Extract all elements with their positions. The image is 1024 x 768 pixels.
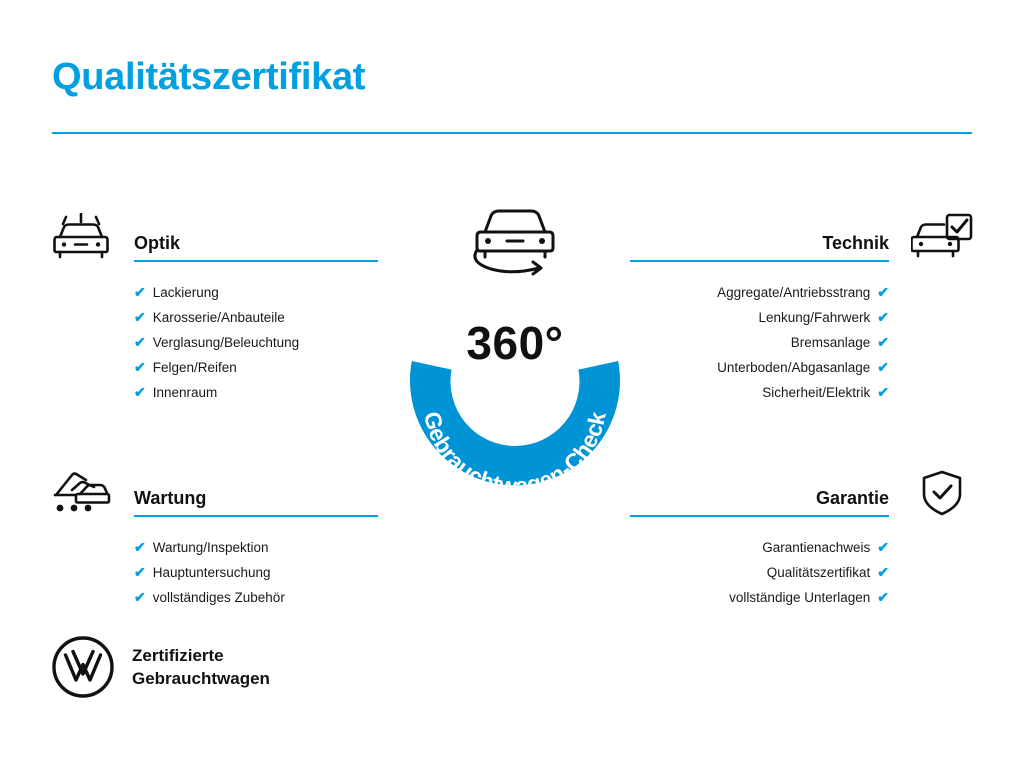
check-icon: ✔: [877, 359, 889, 375]
check-icon: ✔: [134, 359, 146, 375]
check-icon: ✔: [134, 539, 146, 555]
block-optik-list: [48, 280, 378, 405]
360-ring: [370, 256, 660, 514]
360-check-graphic: [370, 196, 660, 516]
block-optik-title: Optik: [134, 233, 181, 253]
list-item-label: Lackierung: [152, 285, 219, 300]
list-item-label: Innenraum: [152, 385, 218, 400]
check-icon: ✔: [134, 589, 146, 605]
list-item-label: Bremsanlage: [790, 335, 871, 350]
block-wartung-list: [48, 535, 378, 610]
vw-logo-icon: [52, 636, 114, 698]
page-title: Qualitätszertifikat: [52, 56, 366, 98]
list-item-label: Aggregate/Antriebsstrang: [717, 285, 871, 300]
block-technik-header: [630, 210, 975, 266]
list-item: [630, 330, 975, 355]
list-item-label: Karosserie/Anbauteile: [152, 310, 285, 325]
list-item: [630, 560, 975, 585]
block-optik-divider: [134, 260, 378, 262]
list-item-label: Verglasung/Beleuchtung: [152, 335, 300, 350]
check-icon: ✔: [134, 334, 146, 350]
check-icon: ✔: [877, 539, 889, 555]
block-garantie: [630, 465, 975, 610]
list-item: [630, 585, 975, 610]
block-optik-header: [48, 210, 378, 266]
car-checklist-icon: [909, 210, 975, 266]
block-technik-title: Technik: [822, 233, 889, 253]
footer-line-1: Zertifizierte: [132, 646, 224, 665]
list-item-label: Wartung/Inspektion: [152, 540, 269, 555]
list-item: [630, 380, 975, 405]
block-garantie-header: [630, 465, 975, 521]
list-item: [630, 535, 975, 560]
list-item: [48, 355, 378, 380]
list-item: [48, 330, 378, 355]
footer-text: [132, 644, 270, 690]
left-column: [48, 210, 378, 610]
svg-text:Gebrauchtwagen-Check: Gebrauchtwagen-Check: [418, 409, 611, 499]
block-garantie-title: Garantie: [815, 488, 889, 508]
degrees-label: 360°: [466, 317, 564, 369]
block-garantie-list: [630, 535, 975, 610]
list-item-label: Lenkung/Fahrwerk: [758, 310, 871, 325]
check-icon: ✔: [877, 564, 889, 580]
car-front-shine-icon: [48, 210, 114, 266]
right-column: [630, 210, 975, 610]
check-icon: ✔: [877, 334, 889, 350]
list-item-label: vollständige Unterlagen: [729, 590, 871, 605]
list-item: [48, 380, 378, 405]
list-item: [48, 585, 378, 610]
list-item: [630, 280, 975, 305]
list-item: [630, 355, 975, 380]
check-icon: ✔: [877, 589, 889, 605]
check-icon: ✔: [134, 384, 146, 400]
block-wartung-header: [48, 465, 378, 521]
check-icon: ✔: [134, 564, 146, 580]
check-icon: ✔: [877, 309, 889, 325]
check-icon: ✔: [877, 284, 889, 300]
block-wartung-title: Wartung: [134, 488, 207, 508]
shield-check-icon: [909, 465, 975, 521]
block-wartung: [48, 465, 378, 610]
check-icon: ✔: [134, 284, 146, 300]
block-garantie-divider: [630, 515, 889, 517]
footer-branding: [52, 636, 270, 698]
block-technik-list: [630, 280, 975, 405]
list-item-label: Sicherheit/Elektrik: [762, 385, 871, 400]
list-item: [48, 535, 378, 560]
list-item: [630, 305, 975, 330]
list-item-label: Felgen/Reifen: [152, 360, 237, 375]
list-item-label: Hauptuntersuchung: [152, 565, 271, 580]
list-item-label: Garantienachweis: [762, 540, 871, 555]
footer-line-2: Gebrauchtwagen: [132, 669, 270, 688]
block-technik: [630, 210, 975, 405]
title-divider: [52, 132, 972, 134]
list-item-label: Qualitätszertifikat: [766, 565, 871, 580]
list-item-label: vollständiges Zubehör: [152, 590, 285, 605]
check-icon: ✔: [134, 309, 146, 325]
block-optik: [48, 210, 378, 405]
list-item: [48, 560, 378, 585]
car-lift-icon: [48, 465, 114, 521]
check-icon: ✔: [877, 384, 889, 400]
block-wartung-divider: [134, 515, 378, 517]
list-item: [48, 305, 378, 330]
block-technik-divider: [630, 260, 889, 262]
list-item-label: Unterboden/Abgasanlage: [717, 360, 871, 375]
list-item: [48, 280, 378, 305]
